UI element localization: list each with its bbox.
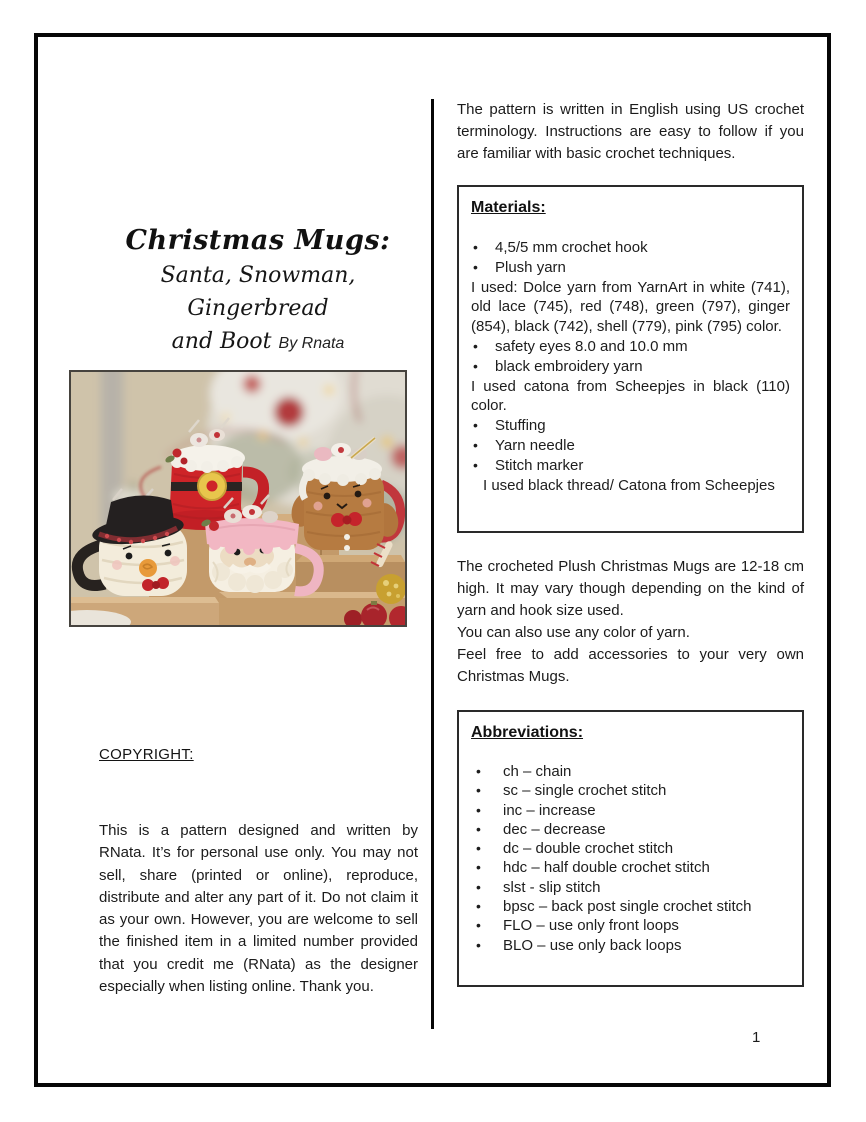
bullet-icon: • xyxy=(476,898,481,915)
list-item xyxy=(471,357,790,377)
bullet-icon: • xyxy=(476,801,481,818)
bullet-icon: • xyxy=(473,456,478,473)
list-item xyxy=(471,238,790,258)
list-item xyxy=(471,839,790,858)
column-divider xyxy=(431,99,434,1029)
bullet-icon: • xyxy=(473,258,478,275)
bullet-icon: • xyxy=(473,357,478,374)
copyright-text: This is a pattern designed and written by RNata. It’s for personal use only. You may not sell, share (printed or online), reproduce, distribute and alter any part of it. Do not claim it as your own. However, you are welcome to sell the finished item in a limited number provided that you credit me (RNata) as the designer especially when listing online. Thank you. xyxy=(99,822,418,996)
list-item xyxy=(471,337,790,357)
list-item xyxy=(471,762,790,781)
list-item xyxy=(471,916,790,935)
page-title: Christmas Mugs: xyxy=(125,225,391,256)
intro-paragraph: The pattern is written in English using US crochet terminology. Instructions are easy to follow if you are familiar with basic crochet techniques. xyxy=(457,101,804,162)
size-note xyxy=(457,556,804,688)
candies-on-top xyxy=(314,447,332,461)
materials-section xyxy=(457,185,804,533)
list-item-text: ch – chain xyxy=(503,763,572,780)
bullet-icon: • xyxy=(476,878,481,895)
list-item-text: dc – double crochet stitch xyxy=(503,840,674,858)
list-item xyxy=(471,878,790,897)
list-item xyxy=(471,897,790,916)
bullet-icon: • xyxy=(476,840,481,857)
subtitle-text: and Boot xyxy=(171,329,272,354)
list-item-text: bpsc – back post single crochet stitch xyxy=(503,898,752,916)
list-item-text: 4,5/5 mm crochet hook xyxy=(495,239,648,256)
abbreviations-heading: Abbreviations: xyxy=(471,724,584,741)
list-item-text: Plush yarn xyxy=(495,258,566,276)
list-item-text: I used catona from Scheepjes in black (110) color. xyxy=(471,377,790,415)
red-ornament-blurred xyxy=(274,397,304,427)
list-item xyxy=(471,377,790,417)
list-item-text: slst - slip stitch xyxy=(503,878,601,896)
bullet-icon: • xyxy=(476,936,481,953)
list-item xyxy=(471,858,790,877)
copyright-heading: COPYRIGHT: xyxy=(99,746,194,763)
list-item-text: Stitch marker xyxy=(495,456,584,474)
list-item-text: Stuffing xyxy=(495,417,546,435)
list-item xyxy=(471,936,790,955)
icing-button xyxy=(344,534,350,540)
paragraph-line: You can also use any color of yarn. xyxy=(457,624,690,641)
author-byline: By Rnata xyxy=(278,335,345,352)
page-number: 1 xyxy=(752,1029,761,1046)
list-item-text: hdc – half double crochet stitch xyxy=(503,859,710,877)
paragraph-line: Feel free to add accessories to your very own Christmas Mugs. xyxy=(457,646,804,685)
list-item-text: BLO – use only back loops xyxy=(503,936,682,954)
materials-heading: Materials: xyxy=(471,199,546,216)
list-item-text: safety eyes 8.0 and 10.0 mm xyxy=(495,337,688,355)
list-item xyxy=(471,416,790,436)
pattern-photo xyxy=(69,370,407,627)
list-item xyxy=(471,476,790,496)
list-item-text: Yarn needle xyxy=(495,436,575,454)
abbreviations-section xyxy=(457,710,804,987)
list-item-text: black embroidery yarn xyxy=(495,357,643,375)
bullet-icon: • xyxy=(476,763,481,779)
christmas-mugs-photo-illustration xyxy=(71,372,405,625)
bullet-icon: • xyxy=(476,859,481,876)
list-item-text: sc – single crochet stitch xyxy=(503,782,667,800)
bullet-icon: • xyxy=(473,436,478,453)
bullet-icon: • xyxy=(473,417,478,434)
abbreviations-list xyxy=(471,762,790,955)
gingerbread-eye xyxy=(324,493,331,500)
bullet-icon: • xyxy=(476,820,481,837)
list-item-text: FLO – use only front loops xyxy=(503,917,679,935)
list-item xyxy=(471,278,790,337)
materials-list xyxy=(471,238,790,495)
list-item xyxy=(471,436,790,456)
list-item xyxy=(471,456,790,476)
bullet-icon: • xyxy=(476,917,481,934)
list-item-text: inc – increase xyxy=(503,801,596,819)
title-block xyxy=(97,223,419,360)
list-item xyxy=(471,781,790,800)
bullet-icon: • xyxy=(473,239,478,255)
gold-ornament xyxy=(376,574,405,604)
list-item xyxy=(471,820,790,839)
bullet-icon: • xyxy=(473,337,478,354)
snowman-eye xyxy=(126,553,133,560)
list-item-text: I used black thread/ Catona from Scheepjes xyxy=(483,476,775,494)
list-item-text: dec – decrease xyxy=(503,820,606,838)
bullet-icon: • xyxy=(476,782,481,799)
list-item xyxy=(471,258,790,278)
list-item-text: I used: Dolce yarn from YarnArt in white (741), old lace (745), red (748), green (797), ginger (854), black (742), shell (779), pink (795) color. xyxy=(471,278,790,336)
page-subtitle-line2 xyxy=(97,325,419,360)
list-item xyxy=(471,801,790,820)
page-subtitle-line1: Santa, Snowman, Gingerbread xyxy=(160,263,356,321)
paragraph-line: The crocheted Plush Christmas Mugs are 12-18 cm high. It may vary though depending on the kind of yarn and hook size used. xyxy=(457,558,804,619)
